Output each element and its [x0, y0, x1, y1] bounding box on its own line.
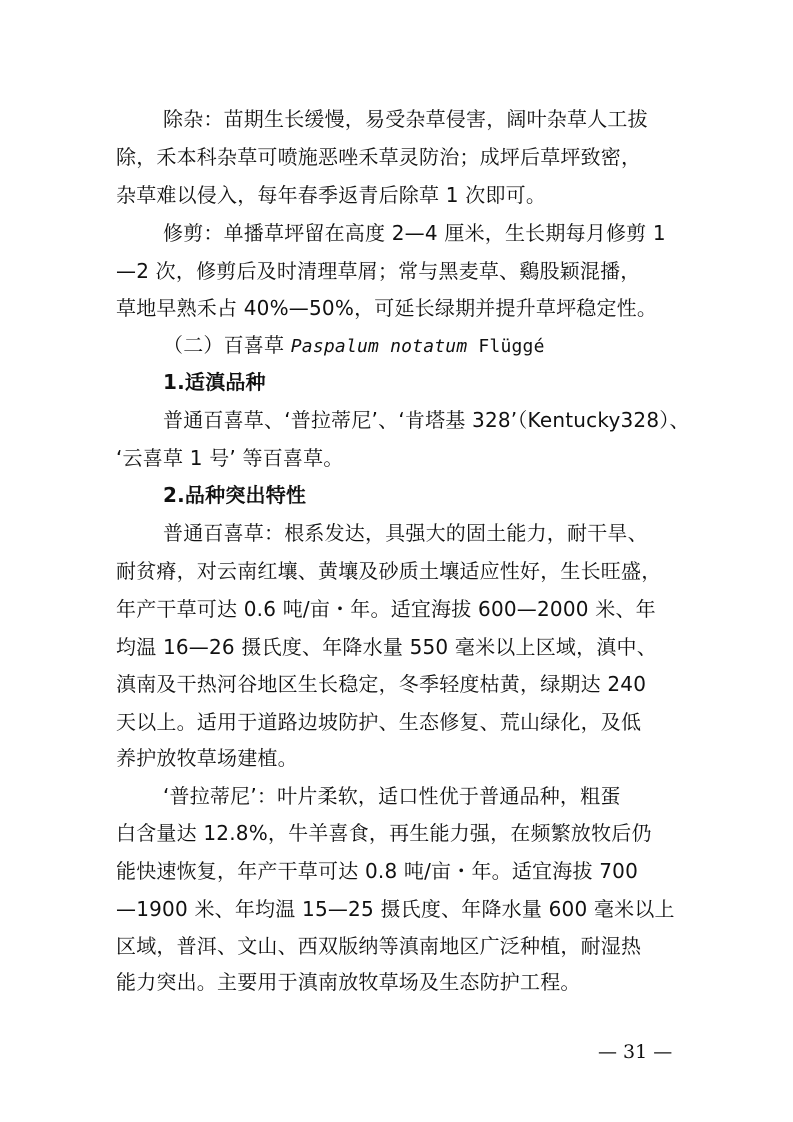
- section-heading: [163, 333, 676, 359]
- scientific-author: Flüggé: [467, 336, 545, 357]
- page-number: — 31 —: [598, 1041, 673, 1063]
- body-text-line: —2 次，修剪后及时清理草屑；常与黑麦草、鷄股颖混播，: [116, 259, 641, 283]
- body-text-line: 草地早熟禾占 40%—50%，可延长绿期并提升草坪稳定性。: [116, 296, 658, 320]
- subheading-traits: 2.品种突出特性: [163, 483, 307, 507]
- body-text-line: 年产干草可达 0.6 吨/亩・年。适宜海拔 600—2000 米、年: [116, 597, 656, 621]
- body-text-line: 白含量达 12.8%，牛羊喜食，再生能力强，在频繁放牧后仍: [116, 821, 652, 845]
- section-heading-prefix: （二）百喜草: [163, 333, 291, 357]
- body-text-line: 能快速恢复，年产干草可达 0.8 吨/亩・年。适宜海拔 700: [116, 859, 638, 883]
- scientific-name: Paspalum notatum: [290, 336, 468, 357]
- subheading-varieties: 1.适滇品种: [163, 370, 266, 394]
- body-text-line: 除，禾本科杂草可喷施恶唑禾草灵防治；成坪后草坪致密，: [116, 145, 642, 169]
- body-text-line: ‘普拉蒂尼’：叶片柔软，适口性优于普通品种，粗蛋: [163, 784, 621, 808]
- body-text-line: 养护放牧草场建植。: [116, 746, 298, 770]
- body-text-line: —1900 米、年均温 15—25 摄氏度、年降水量 600 毫米以上: [116, 897, 675, 921]
- body-text-line: ‘云喜草 1 号’ 等百喜草。: [116, 446, 344, 470]
- body-text-line: 耐贫瘠，对云南红壤、黄壤及砂质土壤适应性好，生长旺盛，: [116, 559, 662, 583]
- body-text-line: 均温 16—26 摄氏度、年降水量 550 毫米以上区域，滇中、: [116, 635, 657, 659]
- body-text-line: 区域，普洱、文山、西双版纳等滇南地区广泛种植，耐湿热: [116, 934, 642, 958]
- body-text-line: 天以上。适用于道路边坡防护、生态修复、荒山绿化，及低: [116, 710, 642, 734]
- body-text-line: 修剪：单播草坪留在高度 2—4 厘米，生长期每月修剪 1: [163, 221, 666, 245]
- body-text-line: 除杂：苗期生长缓慢，易受杂草侵害，阔叶杂草人工拔: [163, 107, 648, 131]
- body-text-line: 能力突出。主要用于滇南放牧草场及生态防护工程。: [116, 970, 581, 994]
- body-text-line: 普通百喜草、‘普拉蒂尼’、‘肯塔基 328’（Kentucky328）、: [163, 408, 690, 432]
- body-text-line: 杂草难以侵入，每年春季返青后除草 1 次即可。: [116, 183, 547, 207]
- body-text-line: 滇南及干热河谷地区生长稳定，冬季轻度枯黄，绿期达 240: [116, 672, 647, 696]
- body-text-line: 普通百喜草：根系发达，具强大的固土能力，耐干旱、: [163, 521, 648, 545]
